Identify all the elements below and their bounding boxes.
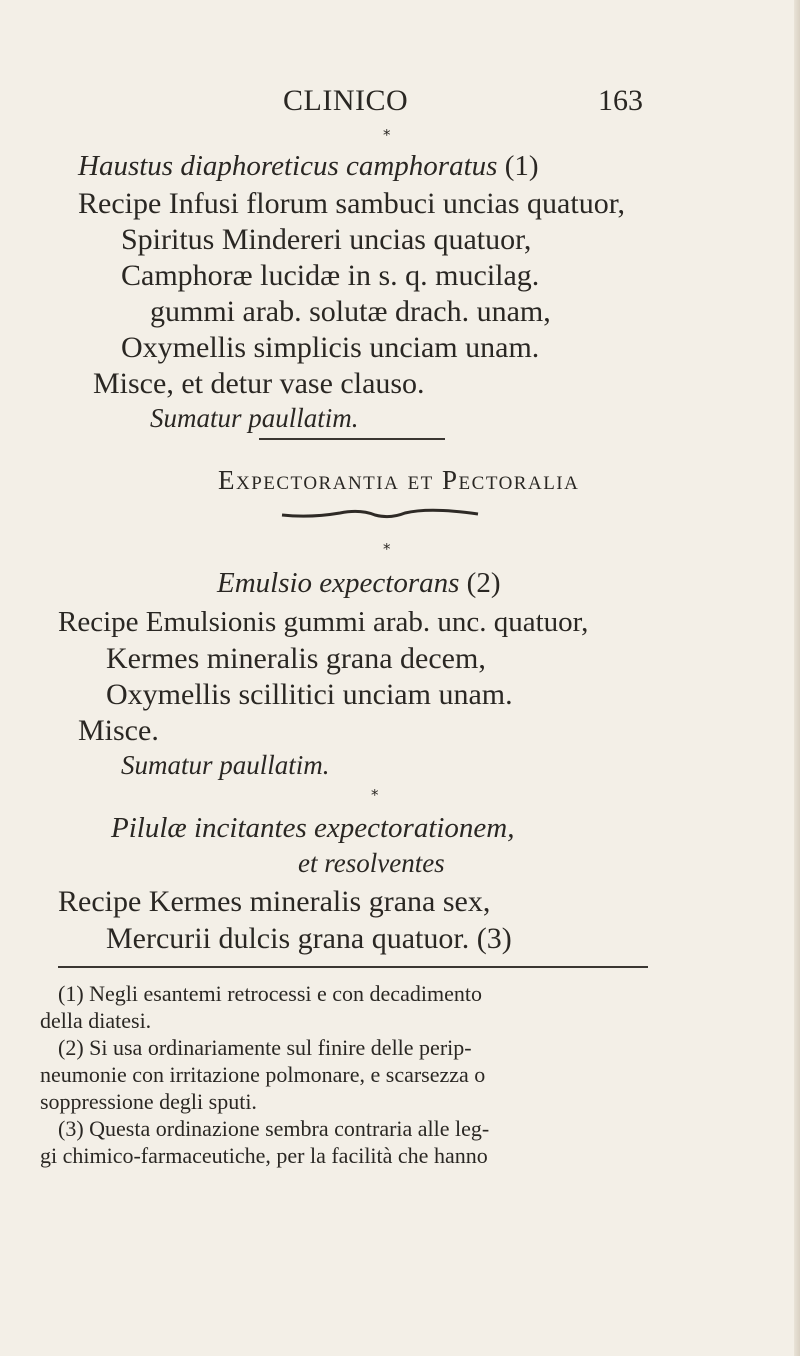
recipe-title-3-cont: et resolventes <box>298 848 445 878</box>
recipe-title-text: Emulsio expectorans <box>217 567 460 599</box>
page-header <box>0 84 800 128</box>
footnote-ref: (2) <box>466 567 501 599</box>
running-head: CLINICO <box>283 84 409 117</box>
footnote-line: gi chimico-farmaceutiche, per la facilità che hanno <box>40 1143 488 1168</box>
footnote-line: soppressione degli sputi. <box>40 1089 257 1114</box>
recipe-title-1 <box>78 150 539 183</box>
recipe-line: Spiritus Mindereri uncias quatuor, <box>121 223 532 256</box>
recipe-title-text: Haustus diaphoreticus camphoratus <box>78 150 498 182</box>
recipe-line: Recipe Emulsionis gummi arab. unc. quatuor, <box>58 606 589 638</box>
recipe-line: gummi arab. solutæ drach. unam, <box>150 295 551 328</box>
recipe-instruction: Sumatur paullatim. <box>121 750 330 780</box>
asterisk-ornament: * <box>383 126 391 144</box>
recipe-line: Misce, et detur vase clauso. <box>93 367 425 400</box>
section-rule <box>259 438 445 440</box>
asterisk-ornament: * <box>383 540 391 558</box>
footnote-line: (3) Questa ordinazione sembra contraria alle leg- <box>58 1116 490 1141</box>
recipe-line: Misce. <box>78 714 159 747</box>
recipe-line: Kermes mineralis grana decem, <box>106 642 486 675</box>
recipe-line: Oxymellis scillitici unciam unam. <box>106 678 513 711</box>
recipe-line: Oxymellis simplicis unciam unam. <box>121 331 540 364</box>
recipe-line: Recipe Infusi florum sambuci uncias quatuor, <box>78 187 625 220</box>
footnote-line: (1) Negli esantemi retrocessi e con decadimento <box>58 981 482 1006</box>
recipe-title-3: Pilulæ incitantes expectorationem, <box>111 812 515 844</box>
section-heading: Expectorantia et Pectoralia <box>218 465 580 495</box>
footnote-line: della diatesi. <box>40 1008 152 1033</box>
footnote-line: neumonie con irritazione polmonare, e scarsezza o <box>40 1062 486 1087</box>
recipe-line: Mercurii dulcis grana quatuor. (3) <box>106 922 512 955</box>
recipe-line: Camphoræ lucidæ in s. q. mucilag. <box>121 259 540 292</box>
wavy-rule-ornament <box>280 506 480 520</box>
footnote-rule <box>58 966 648 968</box>
recipe-title-2 <box>217 567 501 600</box>
footnote-ref: (1) <box>504 150 539 182</box>
recipe-instruction: Sumatur paullatim. <box>150 403 359 433</box>
recipe-line: Recipe Kermes mineralis grana sex, <box>58 885 491 918</box>
page-number: 163 <box>598 84 643 117</box>
footnote-line: (2) Si usa ordinariamente sul finire delle perip- <box>58 1035 472 1060</box>
asterisk-ornament: * <box>371 786 379 804</box>
page-edge <box>794 0 800 1356</box>
